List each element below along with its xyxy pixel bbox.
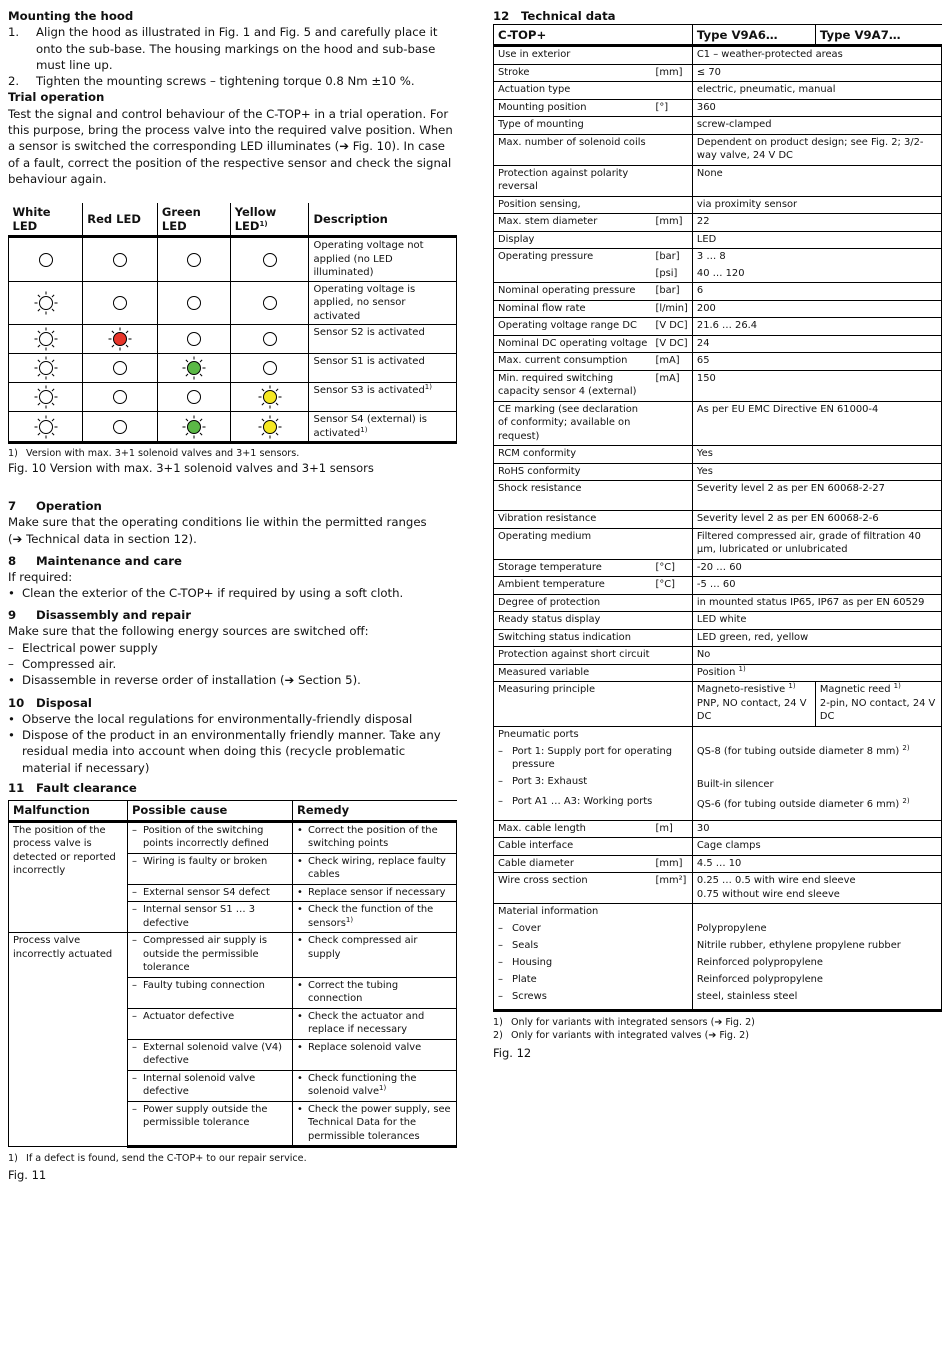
- tech-value: Yes: [692, 463, 941, 481]
- green-led-off-icon: [157, 237, 230, 282]
- mount-step: 1. Align the hood as illustrated in Fig. 1 and Fig. 5 and carefully place it onto the sub-base. The housing markings on the hood and sub-base must line up.: [8, 25, 438, 72]
- led-description: Operating voltage is applied, no sensor activated: [309, 281, 457, 325]
- tech-label: Protection against polarity reversal: [494, 165, 654, 196]
- led-row: [9, 325, 457, 354]
- fig10-caption: Fig. 10 Version with max. 3+1 solenoid valves and 3+1 sensors: [8, 461, 374, 476]
- tech-unit: [654, 165, 693, 196]
- red-led-off-icon: [83, 383, 158, 412]
- tech-row-material: [494, 904, 942, 1011]
- green-led-off-icon: [157, 281, 230, 325]
- tech-value: screw-clamped: [692, 117, 941, 135]
- tech-value: Filtered compressed air, grade of filtration 40 µm, lubricated or unlubricated: [692, 528, 941, 559]
- tech-unit: [mA]: [654, 353, 693, 371]
- tech-unit: [mA]: [654, 370, 693, 401]
- list-item: • Dispose of the product in an environmentally friendly manner. Take any residual media into account when doing this (recycle problematic material if necessary): [8, 727, 441, 775]
- col-remedy: Remedy: [293, 800, 457, 821]
- tech-row: [494, 647, 942, 665]
- tech-value-v9a6: Magneto-resistive $^{1)}$ PNP, NO contact, 24 V DC: [692, 682, 815, 727]
- tech-row: [494, 134, 942, 165]
- tech-value: Cage clamps: [692, 838, 941, 856]
- white-led-off-icon: [9, 237, 83, 282]
- tech-label: Measured variable: [494, 664, 654, 682]
- tech-label: Protection against short circuit: [494, 647, 654, 665]
- tech-label: Operating medium: [494, 528, 654, 559]
- tech-row-measuring: [494, 682, 942, 727]
- tech-value: Severity level 2 as per EN 60068-2-6: [692, 511, 941, 529]
- led-row: [9, 383, 457, 412]
- tech-unit: [V DC]: [654, 318, 693, 336]
- tech-label: Nominal DC operating voltage: [494, 335, 654, 353]
- section-11-title: 11 Fault clearance: [8, 780, 137, 795]
- tech-unit: [bar]: [654, 283, 693, 301]
- cause-cell: – Actuator defective: [128, 1008, 293, 1039]
- remedy-cell: • Check the actuator and replace if necessary: [293, 1008, 457, 1039]
- tech-unit: [°C]: [654, 577, 693, 595]
- tech-label: Use in exterior: [494, 46, 654, 65]
- tech-unit: [m]: [654, 820, 693, 838]
- tech-label: RoHS conformity: [494, 463, 654, 481]
- led-row: [9, 237, 457, 282]
- cause-cell: – Faulty tubing connection: [128, 977, 293, 1008]
- remedy-cell: • Replace solenoid valve: [293, 1039, 457, 1070]
- section-8-title: 8 Maintenance and care: [8, 553, 182, 568]
- tech-footnote: 2) Only for variants with integrated valves (➔ Fig. 2): [493, 1030, 749, 1042]
- cause-cell: – Position of the switching points incorrectly defined: [128, 821, 293, 853]
- tech-row: [494, 82, 942, 100]
- col-red-led: Red LED: [83, 203, 158, 237]
- tech-value: Yes: [692, 446, 941, 464]
- tech-value: via proximity sensor: [692, 196, 941, 214]
- tech-value: 21.6 … 26.4: [692, 318, 941, 336]
- tech-row: [494, 196, 942, 214]
- col-possible-cause: Possible cause: [128, 800, 293, 821]
- col-type-v9a7: Type V9A7…: [815, 25, 941, 46]
- tech-value: C1 – weather-protected areas: [692, 46, 941, 65]
- tech-label: Storage temperature: [494, 559, 654, 577]
- tech-value: 360: [692, 99, 941, 117]
- tech-unit: [654, 231, 693, 249]
- section-12-title: 12 Technical data: [493, 9, 616, 23]
- tech-value: Dependent on product design; see Fig. 2; 3/2-way valve, 24 V DC: [692, 134, 941, 165]
- cause-cell: – External sensor S4 defect: [128, 884, 293, 902]
- tech-row: [494, 664, 942, 682]
- tech-row: [494, 214, 942, 232]
- malfunction-cell: Process valve incorrectly actuated: [9, 933, 128, 1147]
- tech-row: [494, 64, 942, 82]
- tech-row-pneumatic: [494, 726, 942, 820]
- tech-label: Operating pressure: [494, 249, 654, 266]
- tech-row: [494, 370, 942, 401]
- tech-value: 40 … 120: [692, 266, 941, 283]
- tech-label: Cable diameter: [494, 855, 654, 873]
- led-footnote: 1) Version with max. 3+1 solenoid valves and 3+1 sensors.: [8, 448, 300, 460]
- led-description: Operating voltage not applied (no LED illuminated): [309, 237, 457, 282]
- section-7-title: 7 Operation: [8, 499, 102, 514]
- tech-row: [494, 318, 942, 336]
- col-yellow-led: Yellow LED$^{1)}$: [230, 203, 309, 237]
- s9-text: Make sure that the following energy sources are switched off:: [8, 624, 369, 639]
- section-10-title: 10 Disposal: [8, 695, 92, 710]
- tech-row: [494, 511, 942, 529]
- tech-unit: [654, 401, 693, 446]
- green-led-on-icon: [157, 354, 230, 383]
- tech-value: electric, pneumatic, manual: [692, 82, 941, 100]
- tech-row: [494, 577, 942, 595]
- tech-unit: [654, 446, 693, 464]
- tech-footnote: 1) Only for variants with integrated sensors (➔ Fig. 2): [493, 1017, 755, 1029]
- tech-unit: [654, 664, 693, 682]
- fig11-caption: Fig. 11: [8, 1168, 47, 1183]
- tech-label: Pneumatic ports – Port 1: Supply port for operating pressure – Port 3: Exhaust – Port A1 … A3: Working ports: [494, 726, 693, 820]
- tech-row: [494, 335, 942, 353]
- tech-label: Cable interface: [494, 838, 654, 856]
- red-led-off-icon: [83, 237, 158, 282]
- tech-label: Switching status indication: [494, 629, 654, 647]
- white-led-on-icon: [9, 412, 83, 443]
- tech-unit: [654, 629, 693, 647]
- led-row: [9, 281, 457, 325]
- yellow-led-off-icon: [230, 354, 309, 383]
- cause-cell: – External solenoid valve (V4) defective: [128, 1039, 293, 1070]
- tech-unit: [654, 612, 693, 630]
- remedy-cell: • Check compressed air supply: [293, 933, 457, 978]
- led-row: [9, 412, 457, 443]
- tech-value: 200: [692, 300, 941, 318]
- yellow-led-on-icon: [230, 412, 309, 443]
- col-malfunction: Malfunction: [9, 800, 128, 821]
- tech-value: As per EU EMC Directive EN 61000-4: [692, 401, 941, 446]
- tech-value: -20 … 60: [692, 559, 941, 577]
- tech-value: ≤ 70: [692, 64, 941, 82]
- tech-row: [494, 838, 942, 856]
- col-green-led: Green LED: [157, 203, 230, 237]
- yellow-led-on-icon: [230, 383, 309, 412]
- col-white-led: White LED: [12, 205, 51, 234]
- col-type-v9a6: Type V9A6…: [692, 25, 815, 46]
- tech-row: [494, 820, 942, 838]
- table-row: [9, 933, 457, 978]
- tech-value: Position $^{1)}$: [692, 664, 941, 682]
- remedy-cell: • Check wiring, replace faulty cables: [293, 853, 457, 884]
- tech-value: in mounted status IP65, IP67 as per EN 60529: [692, 594, 941, 612]
- tech-unit: [psi]: [654, 266, 693, 283]
- tech-row: [494, 481, 942, 511]
- list-item: • Disassemble in reverse order of installation (➔ Section 5).: [8, 673, 361, 688]
- tech-value: LED: [692, 231, 941, 249]
- list-item: – Electrical power supply: [8, 640, 158, 655]
- fig12-caption: Fig. 12: [493, 1046, 532, 1061]
- section-9-title: 9 Disassembly and repair: [8, 608, 191, 623]
- tech-row: [494, 353, 942, 371]
- tech-label: Actuation type: [494, 82, 654, 100]
- trial-text: Test the signal and control behaviour of the C-TOP+ in a trial operation. For this purpose, bring the process valve into the required valve position. When a sensor is switched the corresponding LED illuminates (➔ Fig. 10). In case of a fault, correct the position of the respective sensor and check the signal behaviour again.: [8, 106, 453, 186]
- led-description: Sensor S4 (external) is activated$^{1)}$: [309, 412, 457, 443]
- cause-cell: – Internal solenoid valve defective: [128, 1070, 293, 1101]
- tech-row: [494, 283, 942, 301]
- white-led-on-icon: [9, 383, 83, 412]
- led-description: Sensor S2 is activated: [309, 325, 457, 354]
- tech-value: 0.25 … 0.5 with wire end sleeve 0.75 without wire end sleeve: [692, 873, 941, 904]
- tech-value: Polypropylene Nitrile rubber, ethylene propylene rubber Reinforced polypropylene Reinforced polypropylene steel, stainless steel: [692, 904, 941, 1011]
- tech-row: [494, 528, 942, 559]
- green-led-on-icon: [157, 412, 230, 443]
- tech-value: No: [692, 647, 941, 665]
- tech-row: [494, 612, 942, 630]
- tech-label: Position sensing,: [494, 196, 654, 214]
- tech-row: [494, 300, 942, 318]
- list-item: • Observe the local regulations for environmentally-friendly disposal: [8, 711, 413, 726]
- yellow-led-off-icon: [230, 237, 309, 282]
- white-led-on-icon: [9, 354, 83, 383]
- fault-table: [8, 800, 457, 1149]
- tech-label: Stroke: [494, 64, 654, 82]
- s8-text: If required:: [8, 569, 73, 584]
- led-description: Sensor S3 is activated$^{1)}$: [309, 383, 457, 412]
- tech-value: LED white: [692, 612, 941, 630]
- tech-value: 22: [692, 214, 941, 232]
- tech-label: Ambient temperature: [494, 577, 654, 595]
- tech-row: [494, 231, 942, 249]
- tech-row: [494, 559, 942, 577]
- s7-text: Make sure that the operating conditions lie within the permitted ranges: [8, 515, 427, 530]
- remedy-cell: • Check the power supply, see Technical Data for the permissible tolerances: [293, 1101, 457, 1147]
- col-description: Description: [309, 203, 457, 237]
- tech-label: Wire cross section: [494, 873, 654, 904]
- tech-value: 65: [692, 353, 941, 371]
- red-led-off-icon: [83, 412, 158, 443]
- tech-label: Vibration resistance: [494, 511, 654, 529]
- tech-label: Type of mounting: [494, 117, 654, 135]
- tech-value: 4.5 … 10: [692, 855, 941, 873]
- tech-value: LED green, red, yellow: [692, 629, 941, 647]
- tech-row: [494, 401, 942, 446]
- led-description: Sensor S1 is activated: [309, 354, 457, 383]
- tech-unit: [mm²]: [654, 873, 693, 904]
- fault-footnote: 1) If a defect is found, send the C-TOP+ to our repair service.: [8, 1153, 307, 1165]
- tech-unit: [654, 46, 693, 65]
- tech-row: [494, 117, 942, 135]
- tech-value: Severity level 2 as per EN 60068-2-27: [692, 481, 941, 511]
- tech-unit: [654, 196, 693, 214]
- remedy-cell: • Correct the tubing connection: [293, 977, 457, 1008]
- white-led-on-icon: [9, 281, 83, 325]
- tech-row: [494, 873, 942, 904]
- cause-cell: – Compressed air supply is outside the permissible tolerance: [128, 933, 293, 978]
- tech-unit: [°]: [654, 99, 693, 117]
- tech-label: Nominal operating pressure: [494, 283, 654, 301]
- led-row: [9, 354, 457, 383]
- tech-label: CE marking (see declaration of conformity; available on request): [494, 401, 654, 446]
- remedy-cell: • Check functioning the solenoid valve$^{1)}$: [293, 1070, 457, 1101]
- tech-value: 24: [692, 335, 941, 353]
- tech-row: [494, 594, 942, 612]
- tech-row: [494, 99, 942, 117]
- tech-label: Max. cable length: [494, 820, 654, 838]
- tech-unit: [654, 838, 693, 856]
- tech-unit: [654, 117, 693, 135]
- cause-cell: – Internal sensor S1 … 3 defective: [128, 902, 293, 933]
- tech-value: None: [692, 165, 941, 196]
- tech-value: 3 … 8: [692, 249, 941, 266]
- tech-row: [494, 463, 942, 481]
- col-c-top: C-TOP+: [494, 25, 693, 46]
- green-led-off-icon: [157, 325, 230, 354]
- tech-label: Max. number of solenoid coils: [494, 134, 654, 165]
- tech-label: Operating voltage range DC: [494, 318, 654, 336]
- tech-row: [494, 629, 942, 647]
- tech-unit: [654, 511, 693, 529]
- s8-item: • Clean the exterior of the C-TOP+ if required by using a soft cloth.: [8, 586, 404, 601]
- tech-row: [494, 249, 942, 266]
- green-led-off-icon: [157, 383, 230, 412]
- list-item: – Compressed air.: [8, 657, 117, 672]
- left-column: [8, 8, 457, 1183]
- tech-label: Min. required switching capacity sensor 4 (external): [494, 370, 654, 401]
- red-led-off-icon: [83, 354, 158, 383]
- tech-label: Shock resistance: [494, 481, 654, 511]
- remedy-cell: • Replace sensor if necessary: [293, 884, 457, 902]
- tech-label: Measuring principle: [494, 682, 693, 727]
- yellow-led-off-icon: [230, 281, 309, 325]
- tech-unit: [mm]: [654, 855, 693, 873]
- malfunction-cell: The position of the process valve is detected or reported incorrectly: [9, 821, 128, 933]
- tech-value-v9a7: Magnetic reed $^{1)}$ 2-pin, NO contact, 24 V DC: [815, 682, 941, 727]
- tech-label: Nominal flow rate: [494, 300, 654, 318]
- tech-unit: [654, 134, 693, 165]
- tech-value: 30: [692, 820, 941, 838]
- tech-label: Ready status display: [494, 612, 654, 630]
- tech-unit: [654, 528, 693, 559]
- red-led-on-icon: [83, 325, 158, 354]
- tech-value: 6: [692, 283, 941, 301]
- tech-row: [494, 165, 942, 196]
- tech-unit: [654, 463, 693, 481]
- cause-cell: – Wiring is faulty or broken: [128, 853, 293, 884]
- remedy-cell: • Correct the position of the switching points: [293, 821, 457, 853]
- tech-unit: [mm]: [654, 64, 693, 82]
- s7-text: (➔ Technical data in section 12).: [8, 531, 197, 546]
- tech-label: Display: [494, 231, 654, 249]
- tech-label: [494, 266, 654, 283]
- tech-label: Degree of protection: [494, 594, 654, 612]
- tech-row: [494, 446, 942, 464]
- mounting-title: Mounting the hood: [8, 9, 134, 23]
- tech-row: [494, 855, 942, 873]
- technical-data-table: [493, 24, 942, 1012]
- tech-unit: [654, 594, 693, 612]
- right-column: [493, 8, 942, 1061]
- tech-value: QS-8 (for tubing outside diameter 8 mm) $^{2)}$ Built-in silencer QS-6 (for tubing outside diameter 6 mm) $^{2)}$: [692, 726, 941, 820]
- tech-label: Mounting position: [494, 99, 654, 117]
- cause-cell: – Power supply outside the permissible tolerance: [128, 1101, 293, 1147]
- led-table: [8, 203, 457, 444]
- white-led-on-icon: [9, 325, 83, 354]
- tech-label: Max. stem diameter: [494, 214, 654, 232]
- tech-value: 150: [692, 370, 941, 401]
- tech-label: RCM conformity: [494, 446, 654, 464]
- tech-unit: [mm]: [654, 214, 693, 232]
- yellow-led-off-icon: [230, 325, 309, 354]
- table-row: [9, 821, 457, 853]
- tech-unit: [l/min]: [654, 300, 693, 318]
- tech-unit: [°C]: [654, 559, 693, 577]
- tech-unit: [654, 82, 693, 100]
- tech-label: Max. current consumption: [494, 353, 654, 371]
- tech-unit: [654, 481, 693, 511]
- red-led-off-icon: [83, 281, 158, 325]
- trial-title: Trial operation: [8, 90, 105, 105]
- tech-row: [494, 46, 942, 65]
- tech-row: [494, 266, 942, 283]
- tech-label: Material information – Cover – Seals – Housing – Plate – Screws: [494, 904, 693, 1011]
- tech-unit: [bar]: [654, 249, 693, 266]
- tech-value: -5 … 60: [692, 577, 941, 595]
- tech-unit: [V DC]: [654, 335, 693, 353]
- mount-step: 2. Tighten the mounting screws – tightening torque 0.8 Nm ±10 %.: [8, 74, 415, 89]
- tech-unit: [654, 647, 693, 665]
- remedy-cell: • Check the function of the sensors$^{1)}$: [293, 902, 457, 933]
